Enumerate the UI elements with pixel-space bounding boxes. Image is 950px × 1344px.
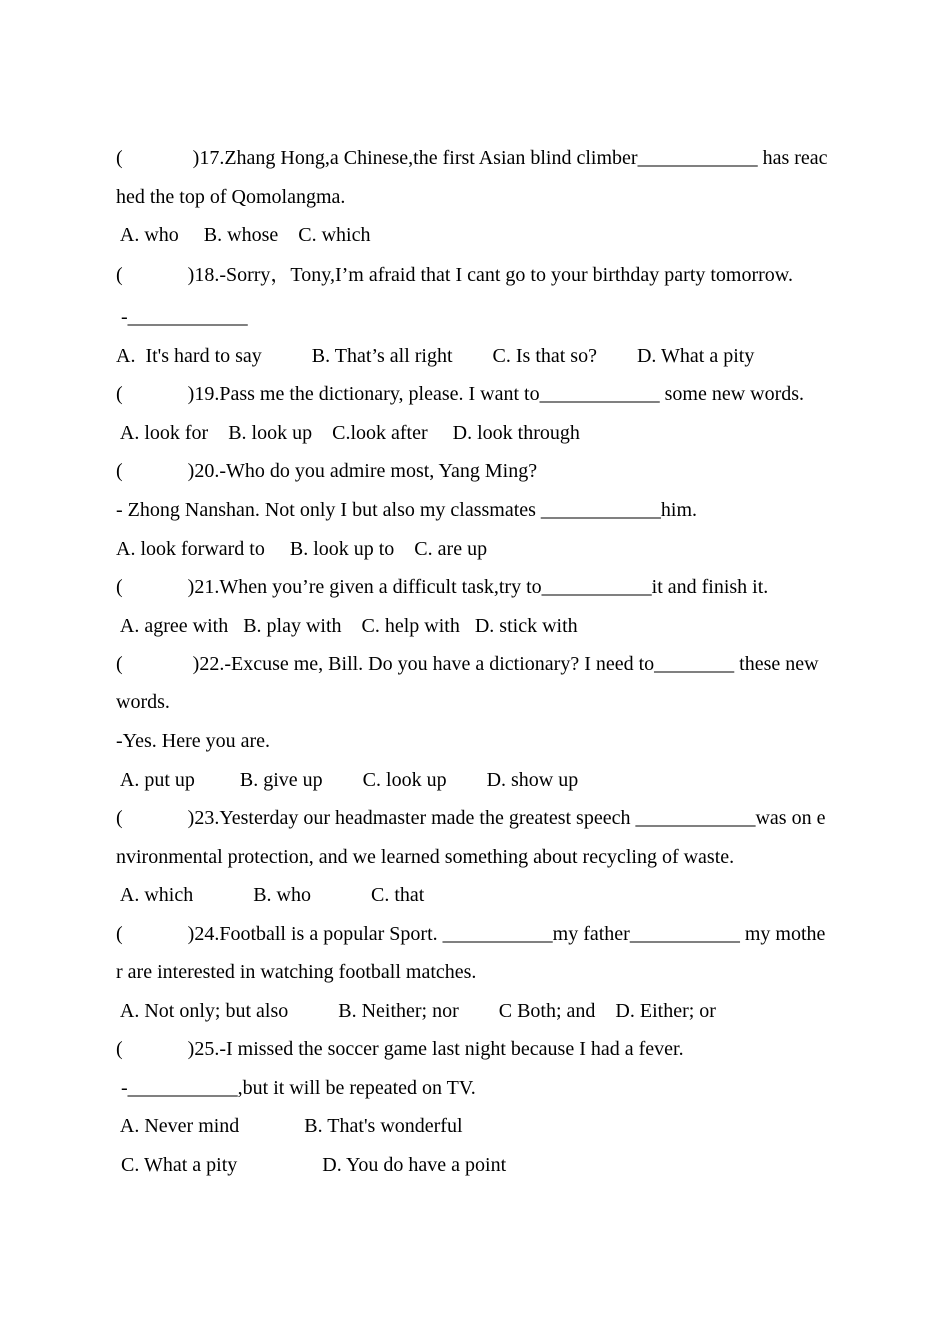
q18-stem: ( )18.-Sorry，Tony,I’m afraid that I cant go to your birthday party tomorrow. bbox=[116, 264, 793, 286]
q18-response-blank: -____________ bbox=[116, 306, 248, 328]
q23-stem: ( )23.Yesterday our headmaster made the greatest speech ____________was on e bbox=[116, 807, 826, 829]
q25-response-blank: -___________,but it will be repeated on TV. bbox=[116, 1077, 476, 1099]
q18-options: A. It's hard to say B. That’s all right C. Is that so? D. What a pity bbox=[116, 345, 755, 367]
q22-response: -Yes. Here you are. bbox=[116, 730, 271, 752]
q17-stem-continued: hed the top of Qomolangma. bbox=[116, 186, 346, 208]
q25-options-row1: A. Never mind B. That's wonderful bbox=[116, 1115, 463, 1137]
q23-options: A. which B. who C. that bbox=[116, 884, 425, 906]
q25-stem: ( )25.-I missed the soccer game last night because I had a fever. bbox=[116, 1038, 684, 1060]
q17-options: A. who B. whose C. which bbox=[116, 224, 371, 246]
q20-response: - Zhong Nanshan. Not only I but also my classmates ____________him. bbox=[116, 499, 698, 521]
q23-stem-continued: nvironmental protection, and we learned something about recycling of waste. bbox=[116, 846, 735, 868]
q20-options: A. look forward to B. look up to C. are up bbox=[116, 538, 488, 560]
q21-options: A. agree with B. play with C. help with D. stick with bbox=[116, 615, 578, 637]
q19-options: A. look for B. look up C.look after D. look through bbox=[116, 422, 580, 444]
q24-options: A. Not only; but also B. Neither; nor C Both; and D. Either; or bbox=[116, 1000, 716, 1022]
q19-stem: ( )19.Pass me the dictionary, please. I want to____________ some new words. bbox=[116, 383, 805, 405]
q24-stem-continued: r are interested in watching football matches. bbox=[116, 961, 477, 983]
q20-stem: ( )20.-Who do you admire most, Yang Ming? bbox=[116, 460, 538, 482]
q22-options: A. put up B. give up C. look up D. show up bbox=[116, 769, 579, 791]
q25-options-row2: C. What a pity D. You do have a point bbox=[116, 1154, 507, 1176]
q17-stem: ( )17.Zhang Hong,a Chinese,the first Asian blind climber____________ has reac bbox=[116, 147, 828, 169]
q21-stem: ( )21.When you’re given a difficult task,try to___________it and finish it. bbox=[116, 576, 769, 598]
q22-stem: ( )22.-Excuse me, Bill. Do you have a dictionary? I need to________ these new bbox=[116, 653, 819, 675]
q24-stem: ( )24.Football is a popular Sport. ___________my father___________ my mothe bbox=[116, 923, 826, 945]
q22-stem-continued: words. bbox=[116, 691, 170, 713]
